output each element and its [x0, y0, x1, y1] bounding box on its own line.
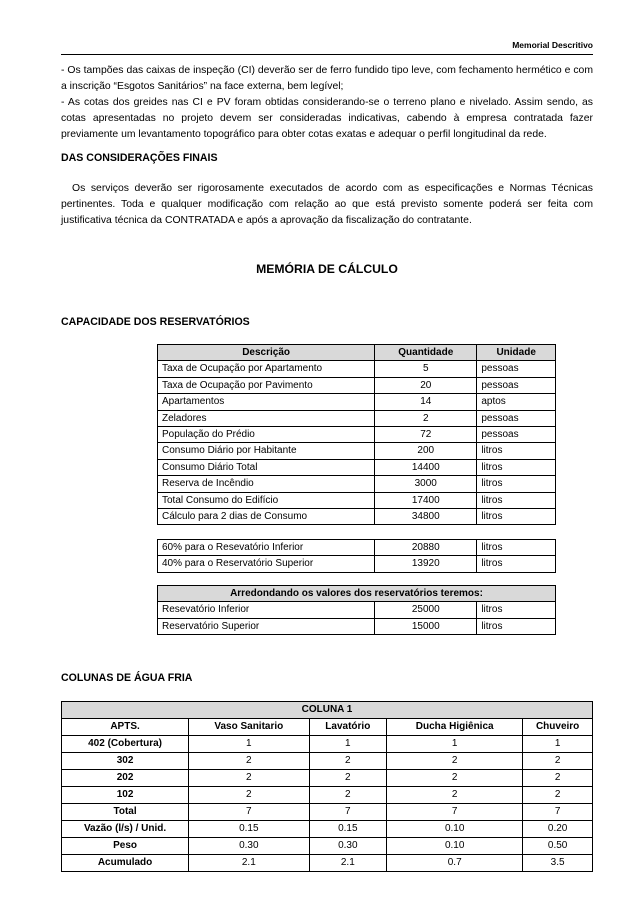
table-cell: Reserva de Incêndio: [158, 476, 375, 492]
table-cell: 7: [309, 804, 387, 821]
table-row: [158, 509, 556, 525]
table-cell: 15000: [375, 618, 477, 634]
table-cell: 2: [387, 753, 523, 770]
table-cell: litros: [477, 443, 556, 459]
table-cell: 102: [62, 787, 189, 804]
table-cell: Resevatório Inferior: [158, 602, 375, 618]
reservoir-rounded-table: [157, 585, 556, 635]
table-cell: 1: [189, 736, 309, 753]
header-cell: Chuveiro: [523, 719, 593, 736]
table-cell: Reservatório Superior: [158, 618, 375, 634]
table-cell: litros: [477, 556, 556, 572]
reservoir-table: [157, 344, 556, 525]
table-cell: 1: [309, 736, 387, 753]
table-cell: Vazão (l/s) / Unid.: [62, 821, 189, 838]
table-row: [158, 427, 556, 443]
cold-water-header-row: [62, 719, 593, 736]
table-cell: 302: [62, 753, 189, 770]
table-row: [158, 492, 556, 508]
table-cell: 202: [62, 770, 189, 787]
intro-paragraph-1: - Os tampões das caixas de inspeção (CI) deverão ser de ferro fundido tipo leve, com fechamento hermético e com a inscrição “Esgotos Sanitários” na face externa, bem legível;: [61, 65, 593, 93]
table-cell: 7: [387, 804, 523, 821]
table-row: [158, 476, 556, 492]
table-cell: 0.30: [189, 838, 309, 855]
table-cell: 0.7: [387, 855, 523, 872]
table-cell: litros: [477, 509, 556, 525]
table-cell: 200: [375, 443, 477, 459]
intro-paragraph-2: - As cotas dos greides nas CI e PV foram obtidas considerando-se o terreno plano e nivelado. Assim sendo, as cotas apresentadas no projeto devem ser consideradas indicativas, cabendo à empresa contratada fazer previamente um levantamento topográfico para obter cotas exatas e adequar o perfil longitudinal da rede.: [61, 97, 593, 141]
reservoir-header-row: [158, 345, 556, 361]
table-cell: 13920: [375, 556, 477, 572]
table-cell: 72: [375, 427, 477, 443]
table-row: [62, 804, 593, 821]
table-cell: aptos: [477, 394, 556, 410]
header-cell: Lavatório: [309, 719, 387, 736]
reservoir-split-table: [157, 539, 556, 573]
table-cell: 2.1: [309, 855, 387, 872]
table-row: [158, 361, 556, 377]
table-cell: Cálculo para 2 dias de Consumo: [158, 509, 375, 525]
table-cell: litros: [477, 602, 556, 618]
header-title: Memorial Descritivo: [512, 40, 593, 50]
table-cell: 0.15: [309, 821, 387, 838]
table-cell: 2: [387, 787, 523, 804]
table-row: [62, 821, 593, 838]
table-row: [158, 540, 556, 556]
table-cell: Total: [62, 804, 189, 821]
table-cell: 2: [523, 770, 593, 787]
table-cell: pessoas: [477, 361, 556, 377]
table-cell: 0.20: [523, 821, 593, 838]
table-row: [158, 377, 556, 393]
table-cell: 20880: [375, 540, 477, 556]
table-cell: 34800: [375, 509, 477, 525]
table-cell: Taxa de Ocupação por Apartamento: [158, 361, 375, 377]
table-cell: 2: [189, 787, 309, 804]
header-cell: APTS.: [62, 719, 189, 736]
table-cell: 2: [189, 753, 309, 770]
table-cell: 0.10: [387, 821, 523, 838]
table-cell: litros: [477, 459, 556, 475]
final-considerations-heading: DAS CONSIDERAÇÕES FINAIS: [61, 152, 218, 164]
table-cell: 3.5: [523, 855, 593, 872]
table-row: [62, 787, 593, 804]
table-cell: pessoas: [477, 410, 556, 426]
header-rule: [61, 54, 593, 55]
header-cell: Vaso Sanitario: [189, 719, 309, 736]
table-cell: 25000: [375, 602, 477, 618]
table-cell: 2: [387, 770, 523, 787]
table-cell: 402 (Cobertura): [62, 736, 189, 753]
header-cell: Descrição: [158, 345, 375, 361]
table-cell: pessoas: [477, 427, 556, 443]
rounded-header: Arredondando os valores dos reservatórios teremos:: [158, 586, 556, 602]
table-cell: litros: [477, 492, 556, 508]
table-cell: Consumo Diário Total: [158, 459, 375, 475]
table-cell: 0.30: [309, 838, 387, 855]
header-cell: Ducha Higiênica: [387, 719, 523, 736]
table-cell: Total Consumo do Edifício: [158, 492, 375, 508]
table-cell: 2: [523, 787, 593, 804]
table-cell: litros: [477, 618, 556, 634]
memoria-title: MEMÓRIA DE CÁLCULO: [256, 262, 398, 276]
table-cell: 2: [309, 753, 387, 770]
table-row: [158, 459, 556, 475]
table-cell: 2: [375, 410, 477, 426]
column-title: COLUNA 1: [62, 702, 593, 719]
table-cell: Taxa de Ocupação por Pavimento: [158, 377, 375, 393]
table-row: [158, 556, 556, 572]
table-cell: 0.15: [189, 821, 309, 838]
header-cell: Unidade: [477, 345, 556, 361]
table-cell: litros: [477, 540, 556, 556]
cold-water-table: [61, 701, 593, 872]
table-cell: 60% para o Resevatório Inferior: [158, 540, 375, 556]
table-cell: Consumo Diário por Habitante: [158, 443, 375, 459]
table-cell: 20: [375, 377, 477, 393]
cold-water-heading: COLUNAS DE ÁGUA FRIA: [61, 672, 193, 684]
table-cell: Acumulado: [62, 855, 189, 872]
table-cell: 2.1: [189, 855, 309, 872]
table-row: [62, 770, 593, 787]
table-cell: 14: [375, 394, 477, 410]
table-cell: 5: [375, 361, 477, 377]
table-row: [62, 838, 593, 855]
rounded-header-row: [158, 586, 556, 602]
table-row: [158, 602, 556, 618]
table-cell: Zeladores: [158, 410, 375, 426]
table-row: [158, 394, 556, 410]
table-cell: 7: [523, 804, 593, 821]
table-cell: 17400: [375, 492, 477, 508]
table-cell: 2: [309, 787, 387, 804]
table-row: [158, 410, 556, 426]
table-cell: 0.50: [523, 838, 593, 855]
reservoir-heading: CAPACIDADE DOS RESERVATÓRIOS: [61, 316, 250, 328]
table-row: [62, 736, 593, 753]
table-row: [158, 443, 556, 459]
column-title-row: [62, 702, 593, 719]
table-cell: 7: [189, 804, 309, 821]
table-cell: 2: [189, 770, 309, 787]
table-row: [158, 618, 556, 634]
table-cell: 1: [387, 736, 523, 753]
table-cell: 14400: [375, 459, 477, 475]
table-cell: Apartamentos: [158, 394, 375, 410]
header-cell: Quantidade: [375, 345, 477, 361]
table-cell: 2: [523, 753, 593, 770]
table-cell: 1: [523, 736, 593, 753]
table-cell: Peso: [62, 838, 189, 855]
table-cell: 0.10: [387, 838, 523, 855]
table-cell: 40% para o Reservatório Superior: [158, 556, 375, 572]
table-row: [62, 753, 593, 770]
table-row: [62, 855, 593, 872]
table-cell: População do Prédio: [158, 427, 375, 443]
table-cell: litros: [477, 476, 556, 492]
table-cell: 2: [309, 770, 387, 787]
final-considerations-text: Os serviços deverão ser rigorosamente executados de acordo com as especificações e Normas Técnicas pertinentes. Toda e qualquer modificação com relação ao que está previsto somente poderá ser feita com justificativa técnica da CONTRATADA e após a aprovação da fiscalização do contratante.: [61, 183, 593, 227]
document-page: [61, 0, 593, 903]
table-cell: pessoas: [477, 377, 556, 393]
table-cell: 3000: [375, 476, 477, 492]
